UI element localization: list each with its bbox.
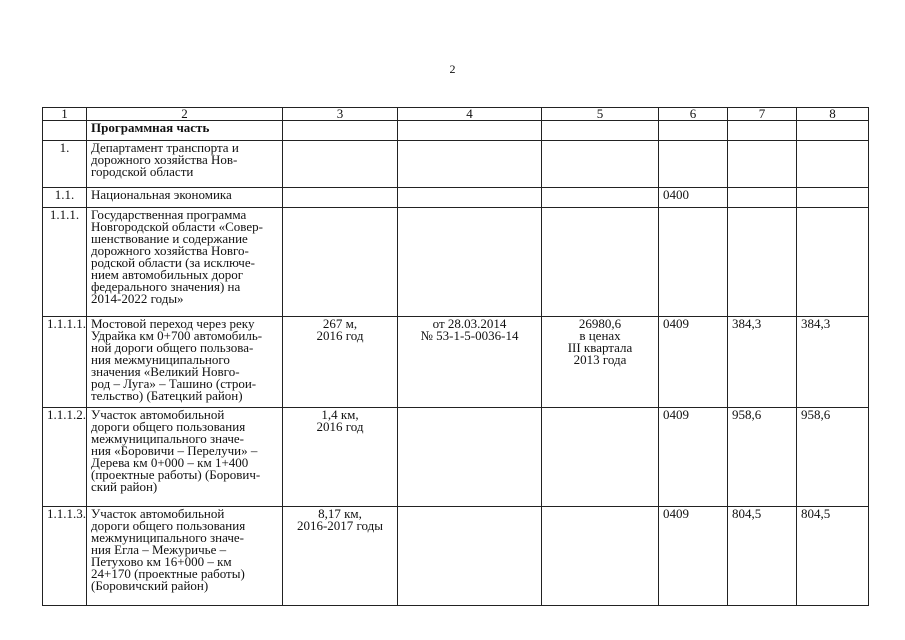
row-number: 1. bbox=[43, 141, 87, 188]
row-amount-year bbox=[797, 208, 869, 317]
section-title: Программная часть bbox=[87, 121, 283, 141]
section-num-cell bbox=[43, 121, 87, 141]
row-code bbox=[659, 208, 728, 317]
row-capacity: 1,4 км, 2016 год bbox=[283, 408, 398, 507]
row-amount-year: 958,6 bbox=[797, 408, 869, 507]
section-cell-5 bbox=[542, 121, 659, 141]
row-expertise bbox=[398, 507, 542, 606]
row-code: 0409 bbox=[659, 507, 728, 606]
row-name: Национальная экономика bbox=[87, 188, 283, 208]
row-amount-year: 384,3 bbox=[797, 317, 869, 408]
page-number: 2 bbox=[449, 62, 456, 76]
table-row bbox=[43, 408, 869, 507]
row-amount-total: 804,5 bbox=[728, 507, 797, 606]
row-number: 1.1.1.3. bbox=[43, 507, 87, 606]
table-row bbox=[43, 141, 869, 188]
section-cell-4 bbox=[398, 121, 542, 141]
row-amount-year bbox=[797, 141, 869, 188]
row-number: 1.1.1. bbox=[43, 208, 87, 317]
row-expertise bbox=[398, 408, 542, 507]
row-amount-total: 958,6 bbox=[728, 408, 797, 507]
row-amount-total bbox=[728, 208, 797, 317]
table-row bbox=[43, 208, 869, 317]
row-amount-year: 804,5 bbox=[797, 507, 869, 606]
section-cell-6 bbox=[659, 121, 728, 141]
row-name: Мостовой переход через реку Удрайка км 0+700 автомобиль- ной дороги общего пользова- ния межмуниципального значения «Великий Новго- род – Луга» – Ташино (строи- тельство) (Батецкий район) bbox=[87, 317, 283, 408]
table-row bbox=[43, 317, 869, 408]
row-code: 0409 bbox=[659, 408, 728, 507]
row-number: 1.1.1.1. bbox=[43, 317, 87, 408]
row-amount-total bbox=[728, 188, 797, 208]
row-number: 1.1.1.2. bbox=[43, 408, 87, 507]
row-expertise bbox=[398, 141, 542, 188]
row-name: Участок автомобильной дороги общего пользования межмуниципального значе- ния «Боровичи – Перелучи» – Дерева км 0+000 – км 1+400 (проектные работы) (Борович- ский район) bbox=[87, 408, 283, 507]
row-estimate: 26980,6 в ценах III квартала 2013 года bbox=[542, 317, 659, 408]
row-code bbox=[659, 141, 728, 188]
section-cell-3 bbox=[283, 121, 398, 141]
row-estimate bbox=[542, 141, 659, 188]
row-number: 1.1. bbox=[43, 188, 87, 208]
row-capacity: 267 м, 2016 год bbox=[283, 317, 398, 408]
row-capacity bbox=[283, 188, 398, 208]
row-code: 0409 bbox=[659, 317, 728, 408]
row-estimate bbox=[542, 507, 659, 606]
table-row bbox=[43, 507, 869, 606]
section-cell-7 bbox=[728, 121, 797, 141]
row-expertise bbox=[398, 188, 542, 208]
row-estimate bbox=[542, 408, 659, 507]
header-cell-7: 7 bbox=[728, 108, 797, 121]
budget-table bbox=[42, 107, 869, 606]
row-expertise bbox=[398, 208, 542, 317]
header-cell-3: 3 bbox=[283, 108, 398, 121]
section-row bbox=[43, 121, 869, 141]
row-estimate bbox=[542, 188, 659, 208]
section-cell-8 bbox=[797, 121, 869, 141]
row-estimate bbox=[542, 208, 659, 317]
header-cell-4: 4 bbox=[398, 108, 542, 121]
row-code: 0400 bbox=[659, 188, 728, 208]
row-expertise: от 28.03.2014 № 53-1-5-0036-14 bbox=[398, 317, 542, 408]
row-name: Государственная программа Новгородской области «Совер- шенствование и содержание дорожного хозяйства Новго- родской области (за исключе- нием автомобильных дорог федерального значения) на 2014-2022 годы» bbox=[87, 208, 283, 317]
header-cell-5: 5 bbox=[542, 108, 659, 121]
header-cell-2: 2 bbox=[87, 108, 283, 121]
row-amount-year bbox=[797, 188, 869, 208]
row-amount-total: 384,3 bbox=[728, 317, 797, 408]
row-name: Участок автомобильной дороги общего пользования межмуниципального значе- ния Егла – Межуричье – Петухово км 16+000 – км 24+170 (проектные работы) (Боровичский район) bbox=[87, 507, 283, 606]
row-name: Департамент транспорта и дорожного хозяйства Нов- городской области bbox=[87, 141, 283, 188]
header-cell-6: 6 bbox=[659, 108, 728, 121]
row-capacity: 8,17 км, 2016-2017 годы bbox=[283, 507, 398, 606]
row-amount-total bbox=[728, 141, 797, 188]
header-cell-8: 8 bbox=[797, 108, 869, 121]
row-capacity bbox=[283, 208, 398, 317]
header-cell-1: 1 bbox=[43, 108, 87, 121]
header-row bbox=[43, 108, 869, 121]
table-row bbox=[43, 188, 869, 208]
row-capacity bbox=[283, 141, 398, 188]
